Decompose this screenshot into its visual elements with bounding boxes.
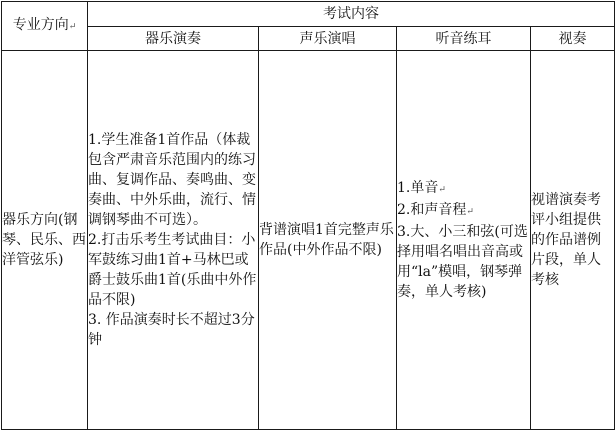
cell-direction bbox=[2, 51, 88, 430]
instrumental-item-2: 2.打击乐考生考试曲目：小军鼓练习曲1首+马林巴或爵士鼓乐曲1首(乐曲中外作品不限) bbox=[88, 232, 257, 308]
header-exam-content-cell bbox=[88, 2, 615, 27]
ear-training-item-1-text: 1.单音 bbox=[397, 180, 439, 196]
ear-training-item-2-text: 2.和声音程 bbox=[397, 202, 467, 218]
cell-instrumental bbox=[88, 51, 259, 430]
paragraph-mark-icon: ↵ bbox=[68, 22, 77, 32]
cell-ear-training bbox=[397, 51, 531, 430]
header-direction-label: 专业方向 bbox=[12, 17, 69, 33]
vocal-text: 背谱演唱1首完整声乐作品(中外作品不限) bbox=[259, 222, 394, 258]
column-header-vocal: 声乐演唱 bbox=[259, 27, 397, 51]
column-header-ear-training: 听音练耳 bbox=[397, 27, 531, 51]
header-exam-content-label: 考试内容 bbox=[323, 6, 379, 22]
instrumental-item-1: 1.学生准备1首作品（体裁包含严肃音乐范围内的练习曲、复调作品、奏鸣曲、变奏曲、中外乐曲，流行、情调钢琴曲不可选）。 bbox=[88, 132, 256, 228]
direction-text: 器乐方向(钢琴、民乐、西洋管弦乐) bbox=[2, 212, 86, 268]
header-direction-cell bbox=[2, 2, 88, 51]
table-row-instrumental-direction bbox=[2, 51, 615, 430]
column-header-sight-reading: 视奏 bbox=[531, 27, 615, 51]
ear-training-item-3: 3.大、小三和弦(可选择用唱名唱出音高或用“la”模唱，钢琴弹奏，单人考核) bbox=[397, 224, 528, 300]
paragraph-mark-icon: ↵ bbox=[466, 207, 474, 217]
ear-training-item-2 bbox=[397, 200, 530, 222]
column-header-instrumental: 器乐演奏 bbox=[88, 27, 259, 51]
header-row-columns bbox=[2, 27, 615, 51]
cell-sight-reading bbox=[531, 51, 615, 430]
instrumental-item-3: 3. 作品演奏时长不超过3分钟 bbox=[88, 312, 255, 348]
header-row-top bbox=[2, 2, 615, 27]
ear-training-item-1 bbox=[397, 178, 530, 200]
cell-vocal bbox=[259, 51, 397, 430]
paragraph-mark-icon: ↵ bbox=[438, 185, 446, 195]
exam-requirements-table bbox=[1, 1, 615, 430]
sight-reading-text: 视谱演奏考评小组提供的作品谱例片段，单人考核 bbox=[531, 192, 601, 288]
